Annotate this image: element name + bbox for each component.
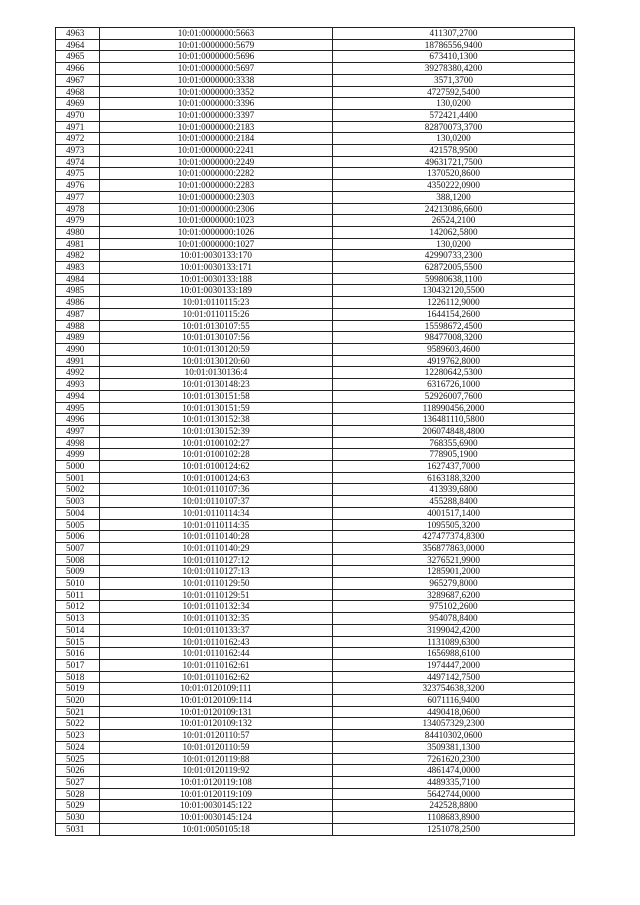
table-row: [56, 601, 575, 613]
area-value-cell: 136481110,5800: [333, 414, 575, 426]
row-number-cell: 5003: [56, 496, 100, 508]
cadastral-number-cell: 10:01:0000000:2306: [100, 203, 333, 215]
cadastral-number-cell: 10:01:0130107:55: [100, 320, 333, 332]
cadastral-number-cell: 10:01:0030133:189: [100, 285, 333, 297]
area-value-cell: 242528,8800: [333, 800, 575, 812]
row-number-cell: 5000: [56, 461, 100, 473]
cadastral-area-table: [55, 27, 575, 836]
area-value-cell: 421578,9500: [333, 145, 575, 157]
cadastral-number-cell: 10:01:0000000:1027: [100, 238, 333, 250]
area-value-cell: 6163188,3200: [333, 472, 575, 484]
cadastral-number-cell: 10:01:0110129:51: [100, 589, 333, 601]
area-value-cell: 118990456,2000: [333, 402, 575, 414]
row-number-cell: 4972: [56, 133, 100, 145]
area-value-cell: 3199042,4200: [333, 624, 575, 636]
row-number-cell: 4997: [56, 425, 100, 437]
cadastral-number-cell: 10:01:0000000:3397: [100, 109, 333, 121]
area-value-cell: 142062,5800: [333, 226, 575, 238]
cadastral-number-cell: 10:01:0030145:122: [100, 800, 333, 812]
table-row: [56, 425, 575, 437]
area-value-cell: 3571,3700: [333, 74, 575, 86]
area-value-cell: 39278380,4200: [333, 63, 575, 75]
area-value-cell: 4861474,0000: [333, 765, 575, 777]
cadastral-number-cell: 10:01:0130136:4: [100, 367, 333, 379]
table-body: [56, 28, 575, 836]
cadastral-number-cell: 10:01:0000000:2184: [100, 133, 333, 145]
cadastral-number-cell: 10:01:0000000:3396: [100, 98, 333, 110]
table-row: [56, 98, 575, 110]
cadastral-number-cell: 10:01:0000000:2303: [100, 191, 333, 203]
table-row: [56, 180, 575, 192]
area-value-cell: 4490418,0600: [333, 706, 575, 718]
cadastral-number-cell: 10:01:0110114:34: [100, 507, 333, 519]
area-value-cell: 82870073,3700: [333, 121, 575, 133]
cadastral-number-cell: 10:01:0100124:62: [100, 461, 333, 473]
table-row: [56, 823, 575, 835]
cadastral-number-cell: 10:01:0120109:132: [100, 718, 333, 730]
area-value-cell: 4350222,0900: [333, 180, 575, 192]
table-row: [56, 355, 575, 367]
cadastral-number-cell: 10:01:0110140:29: [100, 542, 333, 554]
cadastral-number-cell: 10:01:0000000:2283: [100, 180, 333, 192]
area-value-cell: 130432120,5500: [333, 285, 575, 297]
area-value-cell: 15598672,4500: [333, 320, 575, 332]
cadastral-number-cell: 10:01:0110107:36: [100, 484, 333, 496]
area-value-cell: 411307,2700: [333, 28, 575, 40]
row-number-cell: 4982: [56, 250, 100, 262]
table-row: [56, 285, 575, 297]
row-number-cell: 5010: [56, 578, 100, 590]
row-number-cell: 4985: [56, 285, 100, 297]
row-number-cell: 4967: [56, 74, 100, 86]
area-value-cell: 6316726,1000: [333, 379, 575, 391]
row-number-cell: 4986: [56, 297, 100, 309]
cadastral-number-cell: 10:01:0110132:34: [100, 601, 333, 613]
cadastral-number-cell: 10:01:0000000:1026: [100, 226, 333, 238]
area-value-cell: 1627437,7000: [333, 461, 575, 473]
table-row: [56, 695, 575, 707]
row-number-cell: 5029: [56, 800, 100, 812]
area-value-cell: 413939,6800: [333, 484, 575, 496]
table-row: [56, 133, 575, 145]
row-number-cell: 5026: [56, 765, 100, 777]
cadastral-number-cell: 10:01:0030145:124: [100, 812, 333, 824]
row-number-cell: 5031: [56, 823, 100, 835]
row-number-cell: 4969: [56, 98, 100, 110]
table-row: [56, 812, 575, 824]
table-row: [56, 156, 575, 168]
cadastral-number-cell: 10:01:0130152:39: [100, 425, 333, 437]
table-row: [56, 800, 575, 812]
area-value-cell: 4497142,7500: [333, 671, 575, 683]
cadastral-number-cell: 10:01:0000000:3352: [100, 86, 333, 98]
area-value-cell: 26524,2100: [333, 215, 575, 227]
row-number-cell: 5019: [56, 683, 100, 695]
row-number-cell: 5008: [56, 554, 100, 566]
row-number-cell: 4966: [56, 63, 100, 75]
row-number-cell: 4965: [56, 51, 100, 63]
cadastral-number-cell: 10:01:0120119:109: [100, 788, 333, 800]
table-row: [56, 273, 575, 285]
row-number-cell: 5022: [56, 718, 100, 730]
cadastral-number-cell: 10:01:0120119:108: [100, 777, 333, 789]
row-number-cell: 4975: [56, 168, 100, 180]
row-number-cell: 4978: [56, 203, 100, 215]
table-row: [56, 262, 575, 274]
row-number-cell: 4999: [56, 449, 100, 461]
table-row: [56, 788, 575, 800]
cadastral-number-cell: 10:01:0110129:50: [100, 578, 333, 590]
table-row: [56, 730, 575, 742]
area-value-cell: 18786556,9400: [333, 39, 575, 51]
table-row: [56, 683, 575, 695]
row-number-cell: 5023: [56, 730, 100, 742]
row-number-cell: 4989: [56, 332, 100, 344]
row-number-cell: 5024: [56, 741, 100, 753]
table-row: [56, 343, 575, 355]
row-number-cell: 4984: [56, 273, 100, 285]
row-number-cell: 5027: [56, 777, 100, 789]
table-row: [56, 566, 575, 578]
area-value-cell: 24213086,6600: [333, 203, 575, 215]
cadastral-number-cell: 10:01:0030133:171: [100, 262, 333, 274]
area-value-cell: 4727592,5400: [333, 86, 575, 98]
table-row: [56, 63, 575, 75]
table-row: [56, 542, 575, 554]
row-number-cell: 5015: [56, 636, 100, 648]
area-value-cell: 388,1200: [333, 191, 575, 203]
row-number-cell: 5030: [56, 812, 100, 824]
cadastral-number-cell: 10:01:0110115:26: [100, 308, 333, 320]
area-value-cell: 9589603,4600: [333, 343, 575, 355]
table-row: [56, 449, 575, 461]
row-number-cell: 4981: [56, 238, 100, 250]
cadastral-number-cell: 10:01:0130152:38: [100, 414, 333, 426]
area-value-cell: 1108683,8900: [333, 812, 575, 824]
cadastral-number-cell: 10:01:0000000:5696: [100, 51, 333, 63]
cadastral-number-cell: 10:01:0120110:57: [100, 730, 333, 742]
row-number-cell: 4995: [56, 402, 100, 414]
row-number-cell: 4994: [56, 390, 100, 402]
row-number-cell: 4988: [56, 320, 100, 332]
cadastral-number-cell: 10:01:0100102:27: [100, 437, 333, 449]
row-number-cell: 5016: [56, 648, 100, 660]
row-number-cell: 5028: [56, 788, 100, 800]
table-row: [56, 402, 575, 414]
row-number-cell: 4983: [56, 262, 100, 274]
table-row: [56, 367, 575, 379]
table-row: [56, 659, 575, 671]
row-number-cell: 4977: [56, 191, 100, 203]
table-row: [56, 379, 575, 391]
row-number-cell: 4976: [56, 180, 100, 192]
cadastral-number-cell: 10:01:0130151:59: [100, 402, 333, 414]
cadastral-number-cell: 10:01:0130120:59: [100, 343, 333, 355]
row-number-cell: 4971: [56, 121, 100, 133]
area-value-cell: 1370520,8600: [333, 168, 575, 180]
area-value-cell: 130,0200: [333, 238, 575, 250]
cadastral-number-cell: 10:01:0120119:88: [100, 753, 333, 765]
cadastral-number-cell: 10:01:0000000:2241: [100, 145, 333, 157]
area-value-cell: 12280642,5300: [333, 367, 575, 379]
table-row: [56, 648, 575, 660]
area-value-cell: 134057329,2300: [333, 718, 575, 730]
table-row: [56, 238, 575, 250]
area-value-cell: 3276521,9900: [333, 554, 575, 566]
area-value-cell: 965279,8000: [333, 578, 575, 590]
table-row: [56, 461, 575, 473]
row-number-cell: 5004: [56, 507, 100, 519]
area-value-cell: 1226112,9000: [333, 297, 575, 309]
area-value-cell: 3289687,6200: [333, 589, 575, 601]
cadastral-number-cell: 10:01:0130107:56: [100, 332, 333, 344]
cadastral-number-cell: 10:01:0000000:1023: [100, 215, 333, 227]
cadastral-number-cell: 10:01:0030133:170: [100, 250, 333, 262]
area-value-cell: 59980638,1100: [333, 273, 575, 285]
row-number-cell: 4990: [56, 343, 100, 355]
table-row: [56, 390, 575, 402]
table-row: [56, 51, 575, 63]
table-row: [56, 554, 575, 566]
table-row: [56, 414, 575, 426]
row-number-cell: 5005: [56, 519, 100, 531]
table-row: [56, 507, 575, 519]
table-row: [56, 718, 575, 730]
table-row: [56, 671, 575, 683]
cadastral-number-cell: 10:01:0110115:23: [100, 297, 333, 309]
table-row: [56, 86, 575, 98]
row-number-cell: 5012: [56, 601, 100, 613]
row-number-cell: 5014: [56, 624, 100, 636]
area-value-cell: 4919762,8000: [333, 355, 575, 367]
row-number-cell: 4998: [56, 437, 100, 449]
cadastral-number-cell: 10:01:0110107:37: [100, 496, 333, 508]
area-value-cell: 130,0200: [333, 133, 575, 145]
table-row: [56, 332, 575, 344]
table-row: [56, 320, 575, 332]
table-row: [56, 297, 575, 309]
cadastral-number-cell: 10:01:0000000:2282: [100, 168, 333, 180]
table-row: [56, 636, 575, 648]
area-value-cell: 1131089,6300: [333, 636, 575, 648]
area-value-cell: 52926007,7600: [333, 390, 575, 402]
cadastral-number-cell: 10:01:0000000:5663: [100, 28, 333, 40]
table-row: [56, 39, 575, 51]
cadastral-number-cell: 10:01:0120109:111: [100, 683, 333, 695]
area-value-cell: 427477374,8300: [333, 531, 575, 543]
cadastral-number-cell: 10:01:0000000:5679: [100, 39, 333, 51]
row-number-cell: 5021: [56, 706, 100, 718]
cadastral-number-cell: 10:01:0110162:43: [100, 636, 333, 648]
table-row: [56, 741, 575, 753]
table-row: [56, 765, 575, 777]
area-value-cell: 4489335,7100: [333, 777, 575, 789]
area-value-cell: 6071116,9400: [333, 695, 575, 707]
area-value-cell: 98477008,3200: [333, 332, 575, 344]
cadastral-number-cell: 10:01:0000000:2183: [100, 121, 333, 133]
table-row: [56, 250, 575, 262]
row-number-cell: 5007: [56, 542, 100, 554]
table-row: [56, 472, 575, 484]
row-number-cell: 5006: [56, 531, 100, 543]
area-value-cell: 1285901,2000: [333, 566, 575, 578]
row-number-cell: 4974: [56, 156, 100, 168]
cadastral-number-cell: 10:01:0130120:60: [100, 355, 333, 367]
cadastral-number-cell: 10:01:0050105:18: [100, 823, 333, 835]
row-number-cell: 5018: [56, 671, 100, 683]
area-value-cell: 778905,1900: [333, 449, 575, 461]
area-value-cell: 1974447,2000: [333, 659, 575, 671]
row-number-cell: 4964: [56, 39, 100, 51]
area-value-cell: 62872005,5500: [333, 262, 575, 274]
table-row: [56, 74, 575, 86]
row-number-cell: 5025: [56, 753, 100, 765]
cadastral-number-cell: 10:01:0110127:13: [100, 566, 333, 578]
cadastral-number-cell: 10:01:0110162:62: [100, 671, 333, 683]
table-row: [56, 706, 575, 718]
table-row: [56, 28, 575, 40]
table-row: [56, 531, 575, 543]
table-row: [56, 589, 575, 601]
area-value-cell: 1656988,6100: [333, 648, 575, 660]
area-value-cell: 1251078,2500: [333, 823, 575, 835]
cadastral-number-cell: 10:01:0110140:28: [100, 531, 333, 543]
row-number-cell: 5009: [56, 566, 100, 578]
cadastral-number-cell: 10:01:0110114:35: [100, 519, 333, 531]
row-number-cell: 4992: [56, 367, 100, 379]
cadastral-number-cell: 10:01:0110127:12: [100, 554, 333, 566]
table-row: [56, 168, 575, 180]
cadastral-number-cell: 10:01:0110162:44: [100, 648, 333, 660]
row-number-cell: 4963: [56, 28, 100, 40]
row-number-cell: 5013: [56, 613, 100, 625]
cadastral-number-cell: 10:01:0120119:92: [100, 765, 333, 777]
table-row: [56, 753, 575, 765]
table-row: [56, 109, 575, 121]
row-number-cell: 4979: [56, 215, 100, 227]
cadastral-number-cell: 10:01:0030133:188: [100, 273, 333, 285]
area-value-cell: 455288,8400: [333, 496, 575, 508]
row-number-cell: 5001: [56, 472, 100, 484]
area-value-cell: 42990733,2300: [333, 250, 575, 262]
table-row: [56, 578, 575, 590]
cadastral-number-cell: 10:01:0130151:58: [100, 390, 333, 402]
cadastral-number-cell: 10:01:0100124:63: [100, 472, 333, 484]
table-row: [56, 777, 575, 789]
table-row: [56, 215, 575, 227]
cadastral-number-cell: 10:01:0110132:35: [100, 613, 333, 625]
row-number-cell: 4987: [56, 308, 100, 320]
area-value-cell: 954078,8400: [333, 613, 575, 625]
cadastral-number-cell: 10:01:0110162:61: [100, 659, 333, 671]
area-value-cell: 673410,1300: [333, 51, 575, 63]
table-row: [56, 613, 575, 625]
area-value-cell: 356877863,0000: [333, 542, 575, 554]
area-value-cell: 975102,2600: [333, 601, 575, 613]
row-number-cell: 4970: [56, 109, 100, 121]
row-number-cell: 5011: [56, 589, 100, 601]
area-value-cell: 49631721,7500: [333, 156, 575, 168]
cadastral-number-cell: 10:01:0100102:28: [100, 449, 333, 461]
cadastral-number-cell: 10:01:0120109:114: [100, 695, 333, 707]
area-value-cell: 7261620,2300: [333, 753, 575, 765]
area-value-cell: 84410302,0600: [333, 730, 575, 742]
area-value-cell: 1095505,3200: [333, 519, 575, 531]
row-number-cell: 5020: [56, 695, 100, 707]
table-row: [56, 519, 575, 531]
area-value-cell: 206074848,4800: [333, 425, 575, 437]
cadastral-number-cell: 10:01:0000000:5697: [100, 63, 333, 75]
area-value-cell: 323754638,3200: [333, 683, 575, 695]
table-row: [56, 145, 575, 157]
area-value-cell: 1644154,2600: [333, 308, 575, 320]
table-row: [56, 437, 575, 449]
cadastral-number-cell: 10:01:0120109:131: [100, 706, 333, 718]
cadastral-number-cell: 10:01:0110133:37: [100, 624, 333, 636]
cadastral-number-cell: 10:01:0120110:59: [100, 741, 333, 753]
row-number-cell: 4993: [56, 379, 100, 391]
row-number-cell: 4991: [56, 355, 100, 367]
table-row: [56, 484, 575, 496]
cadastral-number-cell: 10:01:0000000:2249: [100, 156, 333, 168]
row-number-cell: 4996: [56, 414, 100, 426]
table-row: [56, 496, 575, 508]
area-value-cell: 3509381,1300: [333, 741, 575, 753]
table-row: [56, 624, 575, 636]
row-number-cell: 4973: [56, 145, 100, 157]
row-number-cell: 5002: [56, 484, 100, 496]
row-number-cell: 4980: [56, 226, 100, 238]
table-row: [56, 191, 575, 203]
area-value-cell: 572421,4400: [333, 109, 575, 121]
area-value-cell: 4001517,1400: [333, 507, 575, 519]
table-row: [56, 308, 575, 320]
area-value-cell: 5642744,0000: [333, 788, 575, 800]
table-row: [56, 203, 575, 215]
row-number-cell: 4968: [56, 86, 100, 98]
cadastral-number-cell: 10:01:0130148:23: [100, 379, 333, 391]
row-number-cell: 5017: [56, 659, 100, 671]
area-value-cell: 130,0200: [333, 98, 575, 110]
table-row: [56, 121, 575, 133]
area-value-cell: 768355,6900: [333, 437, 575, 449]
cadastral-number-cell: 10:01:0000000:3338: [100, 74, 333, 86]
table-row: [56, 226, 575, 238]
